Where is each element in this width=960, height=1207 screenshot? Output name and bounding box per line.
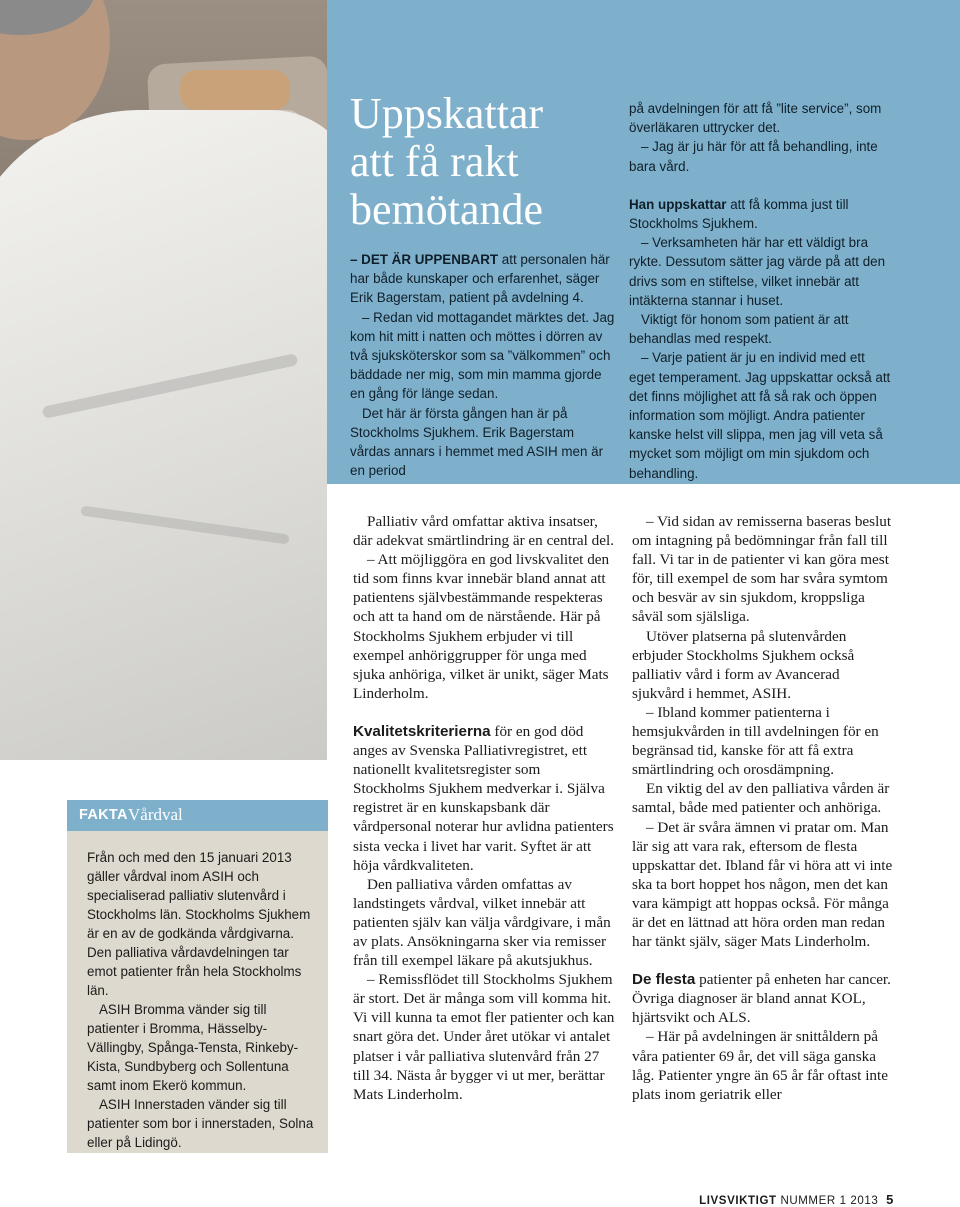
body-paragraph: – Här på avdelningen är snittåldern på våra patienter 69 år, det vill säga ganska låg. Patienter yngre än 65 år får oftast inte plats inom geriatrik eller [632, 1028, 888, 1103]
fakta-header [67, 800, 328, 831]
fakta-paragraph: Från och med den 15 januari 2013 gäller vårdval inom ASIH och specialiserad palliativ slutenvård i Stockholms län. Stockholms Sjukhem är en av de godkända vårdgivarna. Den palliativa vårdavdelningen tar emot patienter från hela Stockholms län. [87, 850, 311, 998]
body-text: patienter på enheten har cancer. Övriga diagnoser är bland annat KOL, hjärtsvikt och ALS. [632, 971, 891, 1027]
intro-text: att personalen här har både kunskaper och erfarenhet, säger Erik Bagerstam, patient på avdelning 4. [350, 252, 610, 306]
body-lead: De flesta [632, 971, 696, 989]
intro-paragraph: – Redan vid mottagandet märktes det. Jag kom hit mitt i natten och möttes i dörren av två sjuksköterskor som sa ”välkommen” och bäddade ner mig, som min mamma gjorde en gång för länge sedan. [350, 309, 615, 402]
intro-paragraph [629, 195, 894, 233]
body-paragraph: En viktig del av den palliativa vården är samtal, både med patienter och anhöriga. [632, 780, 890, 817]
page-footer [699, 1192, 894, 1207]
body-paragraph [632, 970, 894, 1027]
fakta-title: Vårdval [128, 805, 183, 824]
intro-paragraph: – Verksamheten här har ett väldigt bra rykte. Dessutom sätter jag värde på att den drivs som en stiftelse, vilket innebär att intäkterna stannar i huset. [629, 235, 886, 308]
body-paragraph: Utöver platserna på slutenvården erbjuder Stockholms Sjukhem också palliativ vård i form av Avancerad sjukvård i hemmet, ASIH. [632, 627, 855, 702]
fakta-paragraph: ASIH Innerstaden vänder sig till patienter som bor i innerstaden, Solna eller på Lidingö. [87, 1097, 314, 1150]
fakta-body [87, 848, 315, 1152]
body-column-right [632, 512, 894, 1104]
intro-paragraph: Det här är första gången han är på Stockholms Sjukhem. Erik Bagerstam vårdas annars i hemmet med ASIH men är en period [350, 405, 604, 479]
intro-paragraph [350, 250, 615, 308]
body-paragraph: – Att möjliggöra en god livskvalitet den tid som finns kvar innebär bland annat att patientens självbestämmande respekteras och att ta hand om de närstående. Här på Stockholms Sjukhem erbjuder vi till exempel anhöriggrupper för unga med sjuka anhöriga, vilket är unikt, säger Mats Linderholm. [353, 551, 610, 702]
intro-paragraph: – Jag är ju här för att få behandling, inte bara vård. [629, 139, 878, 174]
body-paragraph: – Det är svåra ämnen vi pratar om. Man lär sig att vara rak, eftersom de flesta uppskattar det. Ibland får vi höra att vi inte ska ta bort hoppet hos någon, men det kan vara kämpigt att hoppas också. För många är det en lättnad att höra orden man redan har tänkt själv, säger Mats Linderholm. [632, 818, 893, 951]
issue-number: NUMMER 1 2013 [780, 1195, 879, 1207]
article-headline [350, 90, 610, 234]
body-paragraph: – Vid sidan av remisserna baseras beslut om intagning på bedömningar från fall till fall. Vi tar in de patienter vi kan göra mest för, till exempel de som har svåra symtom och besvär av sin sjukdom, kroppsliga såväl som själsliga. [632, 513, 892, 626]
page-number: 5 [886, 1192, 894, 1207]
article-photo [0, 0, 327, 760]
headline-line: bemötande [350, 185, 544, 234]
body-lead: Kvalitetskriterierna [353, 722, 491, 740]
photo-blanket [180, 70, 290, 110]
body-paragraph [353, 722, 615, 875]
intro-paragraph: på avdelningen för att få ”lite service”, som överläkaren uttrycker det. [629, 101, 882, 136]
intro-column-left [350, 250, 615, 480]
intro-lead: Han uppskattar [629, 196, 727, 212]
intro-text: att få komma just till Stockholms Sjukhem. [629, 196, 849, 232]
body-paragraph: – Ibland kommer patienterna i hemsjukvården in till avdelningen för en begränsad tid, kanske för att få extra smärtlindring och orosdämpning. [632, 703, 879, 779]
intro-paragraph: – Varje patient är ju en individ med ett eget temperament. Jag uppskattar också att det finns möjlighet att få så rak och öppen information som möjligt. Andra patienter kanske helst vill slippa, men jag vill veta så mycket som möjligt om min sjukdom och behandling. [629, 350, 891, 481]
body-paragraph: Palliativ vård omfattar aktiva insatser, där adekvat smärtlindring är en central del. [353, 513, 615, 550]
intro-lead: – DET ÄR UPPENBART [350, 252, 499, 267]
fakta-label: FAKTA [79, 807, 128, 823]
intro-column-right [629, 99, 894, 483]
body-paragraph: – Remissflödet till Stockholms Sjukhem är stort. Det är många som vill komma hit. Vi vill kunna ta emot fler patienter och kan snart göra det. Under året utökar vi antalet platser i vår palliativa slutenvård från 27 till 34. Nästa år bygger vi ut mer, berättar Mats Linderholm. [353, 971, 615, 1103]
magazine-name: LIVSVIKTIGT [699, 1195, 777, 1207]
body-paragraph: Den palliativa vården omfattas av landstingets vårdval, vilket innebär att patienten själv kan välja vårdgivare, i mån av plats. Ansökningarna sker via remisser från till exempel läkare på akutsjukhus. [353, 875, 611, 970]
headline-line: att få rakt [350, 137, 519, 186]
headline-line: Uppskattar [350, 89, 544, 138]
photo-patient-shirt [0, 110, 327, 760]
fakta-paragraph: ASIH Bromma vänder sig till patienter i Bromma, Hässelby-Vällingby, Spånga-Tensta, Rinkeby-Kista, Sundbyberg och Sollentuna samt inom Ekerö kommun. [87, 1002, 299, 1093]
intro-paragraph: Viktigt för honom som patient är att behandlas med respekt. [629, 312, 849, 347]
body-text: för en god död anges av Svenska Palliativregistret, ett nationellt kvalitetsregister som Stockholms Sjukhem medverkar i. Själva registret är en kunskapsbank där vårdpersonal noterar hur avlidna patienters sista vecka i livet har varit. Syftet är att höja vårdkvaliteten. [353, 722, 614, 874]
fakta-box [67, 800, 328, 1153]
body-column-middle [353, 512, 615, 1104]
